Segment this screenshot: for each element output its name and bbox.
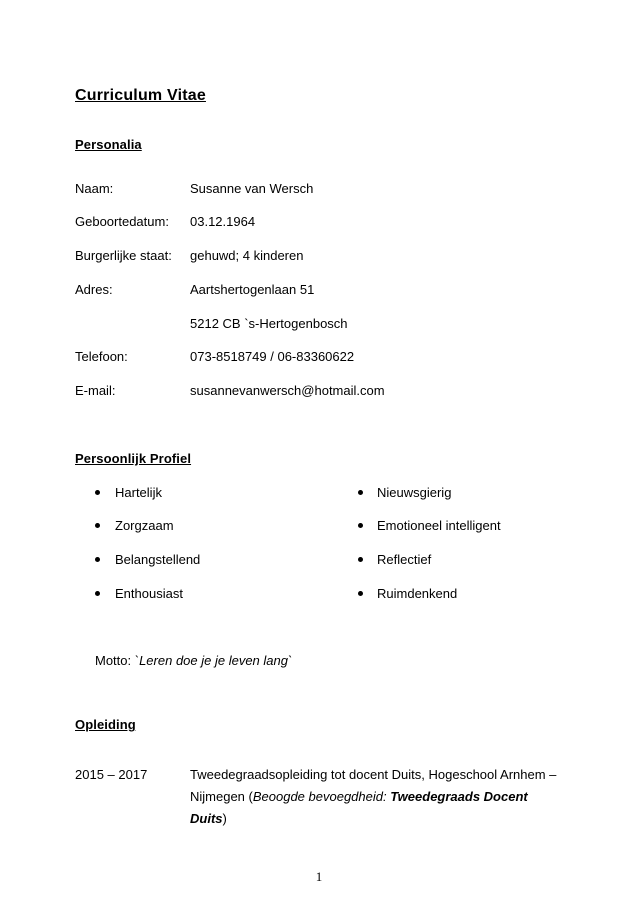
opleiding-line3-bold: Duits <box>190 811 223 826</box>
profiel-heading: Persoonlijk Profiel <box>75 451 192 466</box>
personalia-label: Telefoon: <box>75 349 128 364</box>
personalia-label: Adres: <box>75 282 113 297</box>
personalia-label: Geboortedatum: <box>75 214 169 229</box>
profiel-item-label: Enthousiast <box>115 586 183 601</box>
personalia-value: 5212 CB `s-Hertogenbosch <box>190 316 348 331</box>
profiel-item-label: Reflectief <box>377 552 432 567</box>
motto-label: Motto: <box>95 653 135 668</box>
opleiding-period: 2015 – 2017 <box>75 767 148 782</box>
opleiding-line2-italic: Beoogde bevoegdheid: <box>252 789 391 804</box>
bullet-icon <box>358 557 363 562</box>
personalia-value: Susanne van Wersch <box>190 181 314 196</box>
bullet-icon <box>95 557 100 562</box>
bullet-icon <box>358 523 363 528</box>
opleiding-line2-prefix: Nijmegen ( <box>190 789 253 804</box>
opleiding-line2-bold: Tweedegraads Docent <box>390 789 528 804</box>
profiel-item-label: Belangstellend <box>115 552 201 567</box>
profiel-item-label: Zorgzaam <box>115 518 174 533</box>
personalia-heading: Personalia <box>75 137 142 152</box>
motto <box>95 653 292 668</box>
personalia-value: 03.12.1964 <box>190 214 256 229</box>
motto-text: `Leren doe je je leven lang` <box>134 653 293 668</box>
opleiding-description-line2 <box>190 789 528 804</box>
bullet-icon <box>95 490 100 495</box>
opleiding-heading: Opleiding <box>75 717 136 732</box>
personalia-value: gehuwd; 4 kinderen <box>190 248 304 263</box>
personalia-label: E-mail: <box>75 383 116 398</box>
profiel-item-label: Nieuwsgierig <box>377 485 452 500</box>
personalia-label: Burgerlijke staat: <box>75 248 172 263</box>
profiel-item-label: Hartelijk <box>115 485 162 500</box>
bullet-icon <box>358 490 363 495</box>
opleiding-description-line3 <box>190 811 227 826</box>
page-number: 1 <box>315 869 323 884</box>
cv-title: Curriculum Vitae <box>75 87 206 104</box>
personalia-value: Aartshertogenlaan 51 <box>190 282 315 297</box>
profiel-item-label: Ruimdenkend <box>377 586 458 601</box>
bullet-icon <box>95 591 100 596</box>
opleiding-description-line1: Tweedegraadsopleiding tot docent Duits, Hogeschool Arnhem – <box>190 767 557 782</box>
profiel-item-label: Emotioneel intelligent <box>377 518 501 533</box>
opleiding-line3-suffix: ) <box>222 811 227 826</box>
bullet-icon <box>358 591 363 596</box>
personalia-value: susannevanwersch@hotmail.com <box>190 383 385 398</box>
personalia-value: 073-8518749 / 06-83360622 <box>190 349 355 364</box>
bullet-icon <box>95 523 100 528</box>
personalia-label: Naam: <box>75 181 114 196</box>
